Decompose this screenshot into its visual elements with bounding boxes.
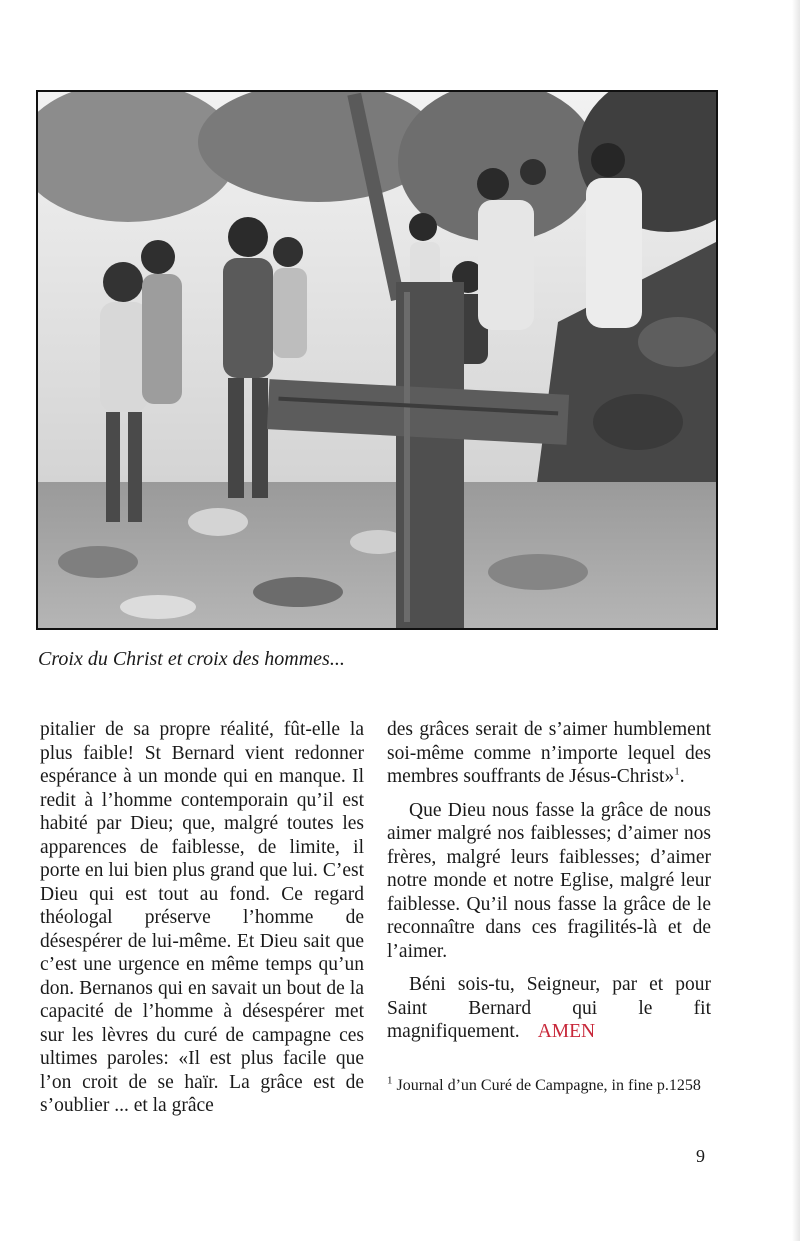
- photo-illustration: [38, 92, 716, 628]
- photo: [36, 90, 718, 630]
- paragraph-1-end: .: [679, 766, 685, 787]
- page-number: 9: [696, 1146, 705, 1166]
- page-edge: [792, 0, 800, 1241]
- right-column: [387, 718, 711, 1044]
- footnote-reference: 1: [674, 765, 680, 778]
- footnote-marker: 1: [387, 1074, 393, 1087]
- right-column-paragraph-3: [387, 973, 711, 1044]
- left-column-paragraph: pitalier de sa propre réalité, fût-elle la plus faible! St Bernard vient redonner espérance à un monde qui en manque. Il redit à l’homme contemporain qu’il est habité par Dieu; que, malgré toutes les apparences de faiblesse, de limite, il porte en lui bien plus grand que lui. C’est Dieu qui est tout au fond. Ce regard théologal préserve l’homme de désespérer de lui-même. Et Dieu sait que c’est une urgence en même temps qu’un don. Bernanos qui en savait un bout de la capacité de l’homme à désespérer met sur les lèvres du curé de campagne ces ultimes paroles: «Il est plus facile que l’on croit de se haïr. La grâce est de s’oublier ... et la grâce: [40, 719, 364, 1116]
- amen-text: AMEN: [537, 1021, 596, 1042]
- right-column-paragraph-1: [387, 718, 711, 789]
- paragraph-1-text: des grâces serait de s’aimer humblement soi-même comme n’importe lequel des membres souffrants de Jésus-Christ»: [387, 719, 711, 787]
- footnote: [387, 1074, 713, 1097]
- left-column: [40, 718, 364, 1118]
- photo-caption: Croix du Christ et croix des hommes...: [38, 648, 345, 670]
- footnote-text: Journal d’un Curé de Campagne, in fine p.1258: [396, 1077, 701, 1094]
- paragraph-3-text: Béni sois-tu, Seigneur, par et pour Saint Bernard qui le fit magnifiquement.: [387, 974, 711, 1042]
- right-column-paragraph-2: Que Dieu nous fasse la grâce de nous aimer malgré nos faiblesses; d’aimer nos frères, malgré leurs faiblesses; d’aimer notre monde et notre Eglise, malgré leur faiblesse. Qu’il nous fasse la grâce de le reconnaître dans ces fragilités-là et de l’aimer.: [387, 799, 711, 962]
